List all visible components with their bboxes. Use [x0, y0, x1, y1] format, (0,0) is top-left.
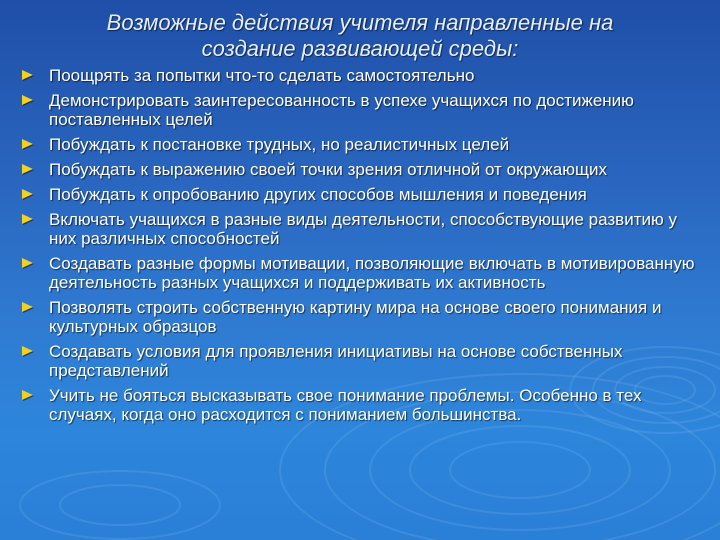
triangle-bullet-icon	[22, 302, 33, 312]
list-item-text: Демонстрировать заинтересованность в успехе учащихся по достижению поставленных целей	[49, 91, 634, 129]
list-item-text: Включать учащихся в разные виды деятельности, способствующие развитию у них различных способностей	[49, 210, 677, 248]
list-item-text: Создавать разные формы мотивации, позволяющие включать в мотивированную деятельность разных учащихся и поддерживать их активность	[49, 254, 695, 292]
triangle-bullet-icon	[22, 139, 33, 149]
list-item	[20, 135, 700, 154]
list-item	[20, 66, 700, 85]
slide-title	[40, 10, 680, 62]
list-item-text: Побуждать к постановке трудных, но реалистичных целей	[49, 135, 510, 154]
triangle-bullet-icon	[22, 189, 33, 199]
triangle-bullet-icon	[22, 390, 33, 400]
list-item-text: Создавать условия для проявления инициативы на основе собственных представлений	[49, 342, 623, 380]
list-item	[20, 91, 700, 129]
slide-title-line-2: создание развивающей среды:	[201, 36, 519, 61]
list-item-text: Поощрять за попытки что-то сделать самостоятельно	[49, 66, 475, 85]
list-item-text: Учить не бояться высказывать свое понимание проблемы. Особенно в тех случаях, когда оно расходится с пониманием большинства.	[49, 386, 642, 424]
list-item	[20, 342, 700, 380]
list-item	[20, 185, 700, 204]
triangle-bullet-icon	[22, 70, 33, 80]
list-item	[20, 254, 700, 292]
triangle-bullet-icon	[22, 95, 33, 105]
list-item	[20, 298, 700, 336]
list-item-text: Позволять строить собственную картину мира на основе своего понимания и культурных образцов	[49, 298, 662, 336]
triangle-bullet-icon	[22, 214, 33, 224]
triangle-bullet-icon	[22, 164, 33, 174]
list-item	[20, 160, 700, 179]
list-item-text: Побуждать к опробованию других способов мышления и поведения	[49, 185, 587, 204]
list-item	[20, 386, 700, 424]
list-item	[20, 210, 700, 248]
triangle-bullet-icon	[22, 258, 33, 268]
bullet-list	[20, 66, 700, 430]
slide-title-line-1: Возможные действия учителя направленные на	[106, 10, 614, 35]
list-item-text: Побуждать к выражению своей точки зрения отличной от окружающих	[49, 160, 607, 179]
triangle-bullet-icon	[22, 346, 33, 356]
